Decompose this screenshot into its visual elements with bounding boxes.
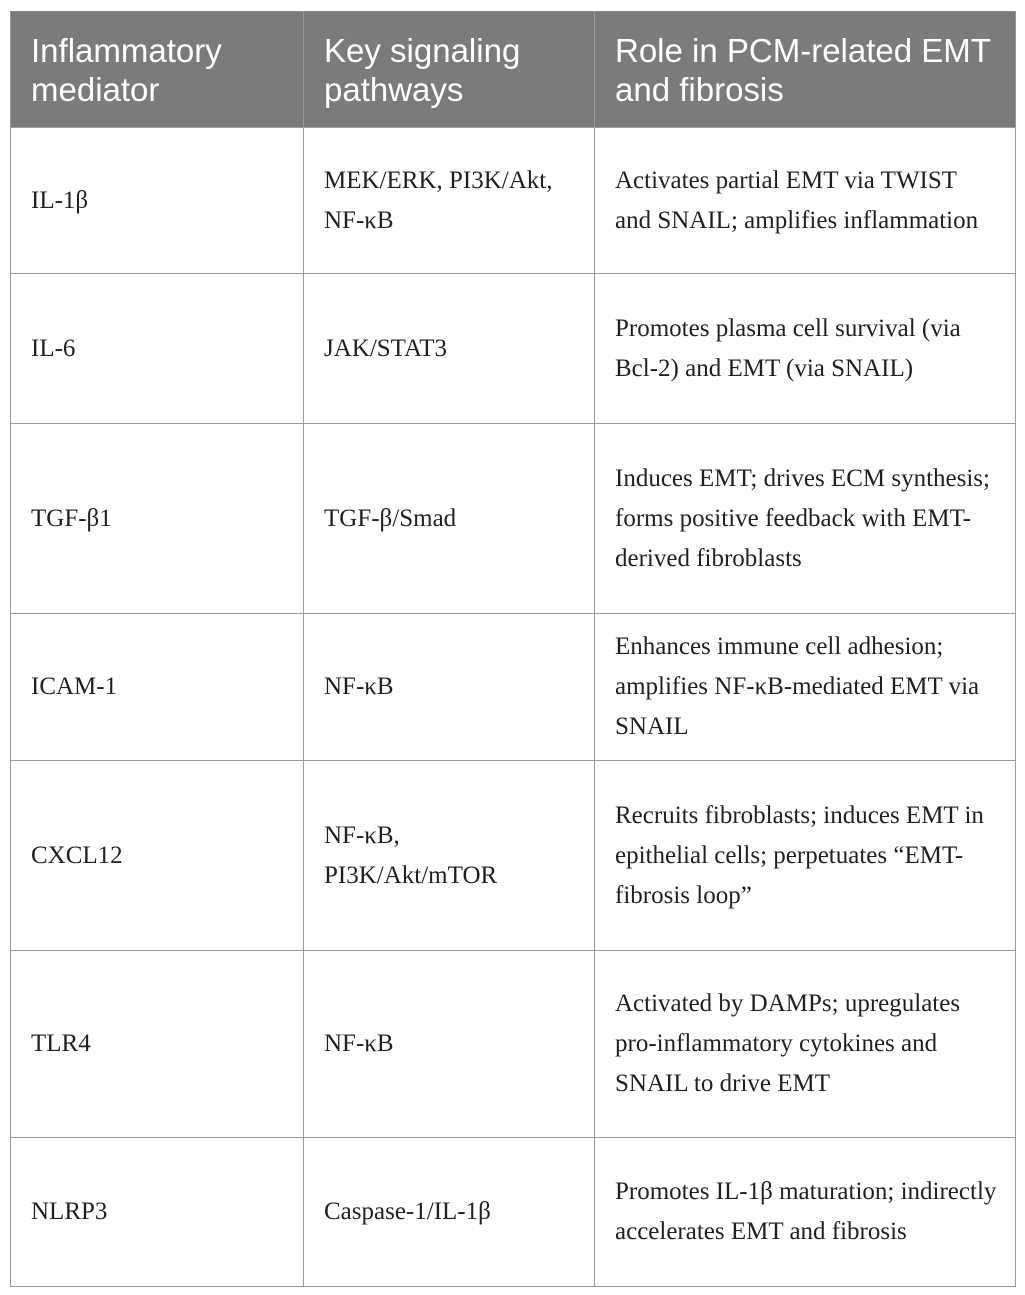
pathways-cell: TGF-β/Smad <box>304 424 595 614</box>
mediator-cell: CXCL12 <box>11 761 304 951</box>
mediator-cell: IL-1β <box>11 128 304 274</box>
table-row <box>11 614 1016 761</box>
role-cell: Activated by DAMPs; upregulates pro-inflammatory cytokines and SNAIL to drive EMT <box>595 951 1016 1138</box>
role-cell: Enhances immune cell adhesion; amplifies NF-κB-mediated EMT via SNAIL <box>595 614 1016 761</box>
inflammatory-mediators-table <box>10 11 1016 1287</box>
header-row <box>11 12 1016 128</box>
role-cell: Promotes plasma cell survival (via Bcl-2) and EMT (via SNAIL) <box>595 274 1016 424</box>
pathways-cell: MEK/ERK, PI3K/Akt, NF-κB <box>304 128 595 274</box>
mediator-cell: ICAM-1 <box>11 614 304 761</box>
role-cell: Activates partial EMT via TWIST and SNAIL; amplifies inflammation <box>595 128 1016 274</box>
mediator-cell: TLR4 <box>11 951 304 1138</box>
mediator-cell: NLRP3 <box>11 1138 304 1287</box>
table-row <box>11 424 1016 614</box>
table-row <box>11 1138 1016 1287</box>
pathways-cell: NF-κB, PI3K/Akt/mTOR <box>304 761 595 951</box>
role-cell: Promotes IL-1β maturation; indirectly accelerates EMT and fibrosis <box>595 1138 1016 1287</box>
pathways-cell: JAK/STAT3 <box>304 274 595 424</box>
table-row <box>11 761 1016 951</box>
pathways-cell: NF-κB <box>304 951 595 1138</box>
role-cell: Induces EMT; drives ECM synthesis; forms positive feedback with EMT-derived fibroblasts <box>595 424 1016 614</box>
table-row <box>11 951 1016 1138</box>
role-cell: Recruits fibroblasts; induces EMT in epithelial cells; perpetuates “EMT-fibrosis loop” <box>595 761 1016 951</box>
header-key-signaling-pathways: Key signaling pathways <box>304 12 595 128</box>
pathways-cell: NF-κB <box>304 614 595 761</box>
table-body <box>11 128 1016 1287</box>
table-row <box>11 274 1016 424</box>
mediator-cell: IL-6 <box>11 274 304 424</box>
mediator-cell: TGF-β1 <box>11 424 304 614</box>
table-row <box>11 128 1016 274</box>
pathways-cell: Caspase-1/IL-1β <box>304 1138 595 1287</box>
header-role-in-emt-fibrosis: Role in PCM-related EMT and fibrosis <box>595 12 1016 128</box>
header-inflammatory-mediator: Inflammatory mediator <box>11 12 304 128</box>
table-header <box>11 12 1016 128</box>
